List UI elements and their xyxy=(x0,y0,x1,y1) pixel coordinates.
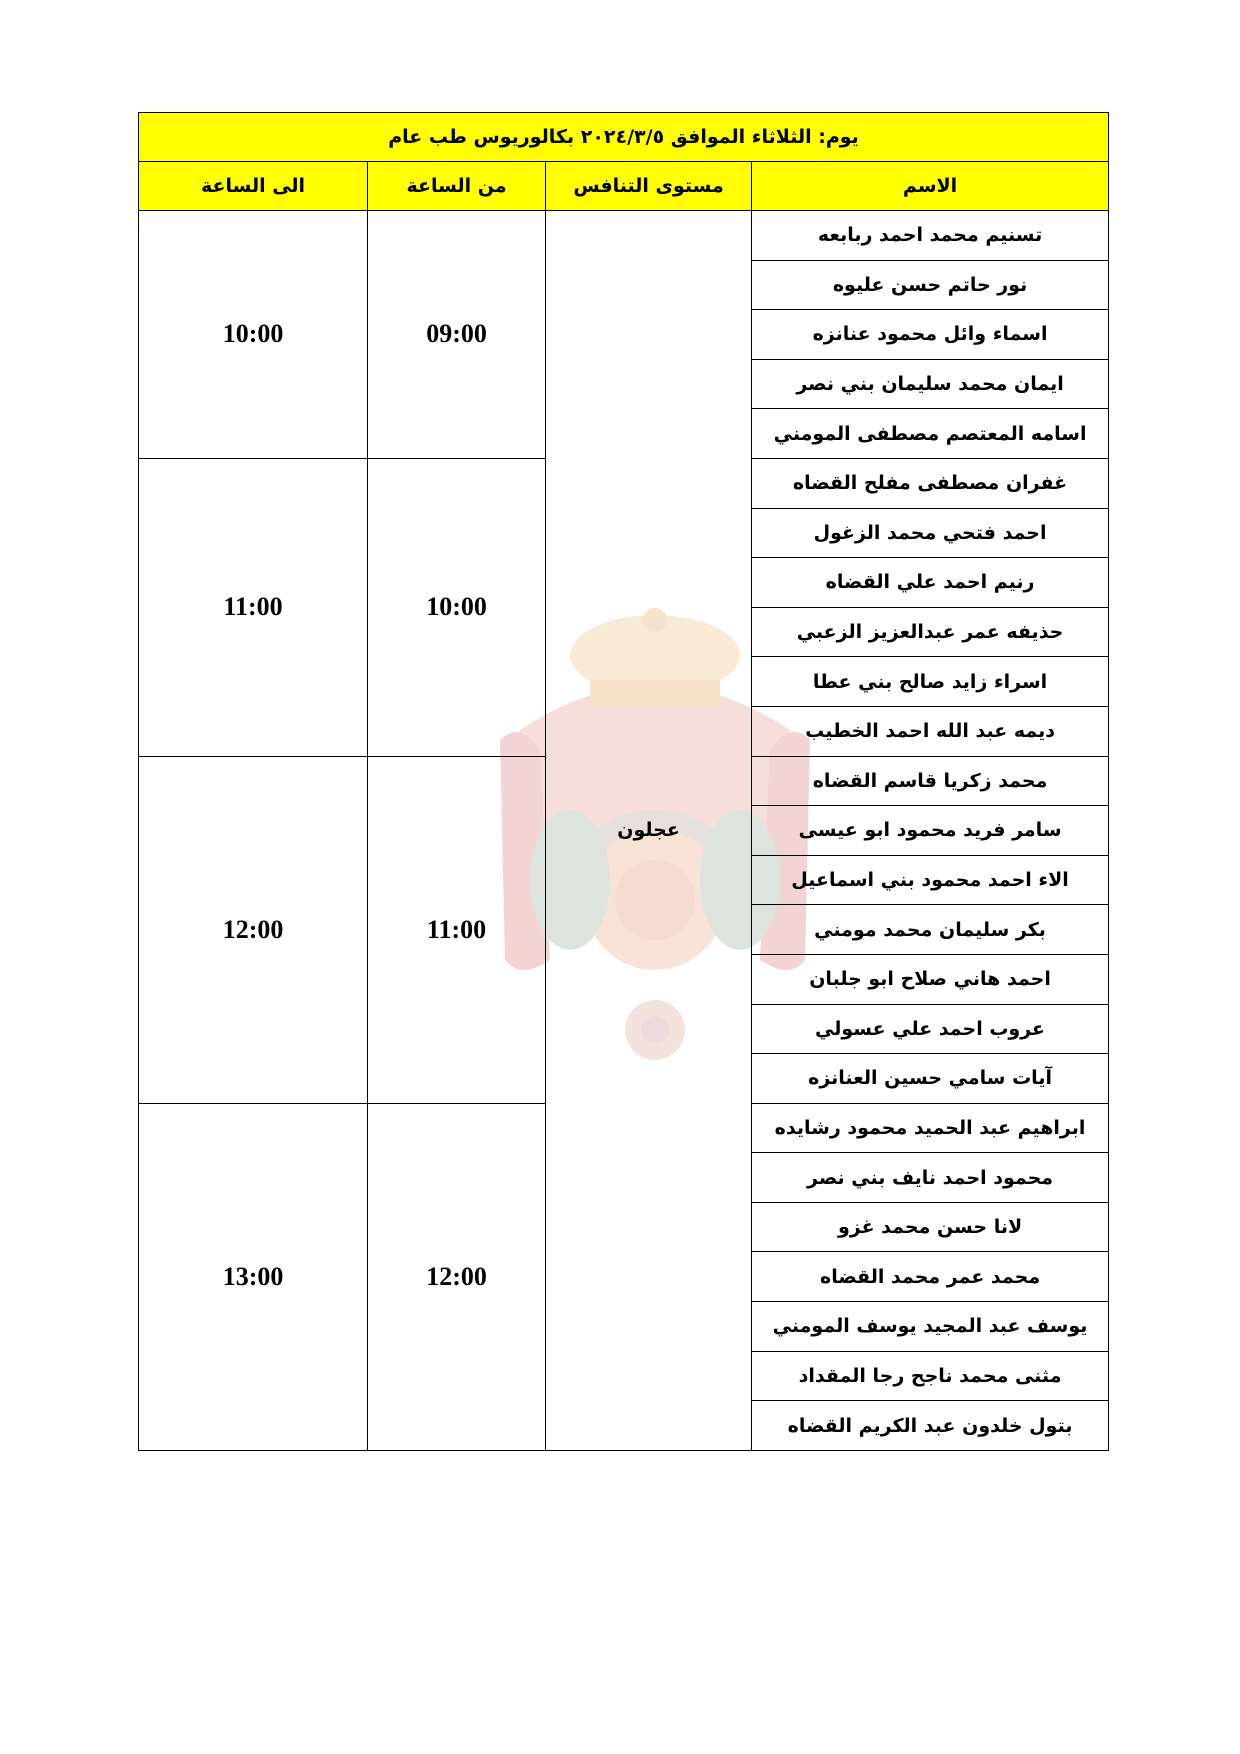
student-name: احمد هاني صلاح ابو جلبان xyxy=(752,954,1109,1004)
student-name: ديمه عبد الله احمد الخطيب xyxy=(752,706,1109,756)
student-name: الاء احمد محمود بني اسماعيل xyxy=(752,855,1109,905)
student-name: اسامه المعتصم مصطفى المومني xyxy=(752,409,1109,459)
student-name: محمد عمر محمد القضاه xyxy=(752,1252,1109,1302)
header-level: مستوى التنافس xyxy=(546,162,752,211)
student-name: آيات سامي حسين العنانزه xyxy=(752,1054,1109,1104)
slot-from: 11:00 xyxy=(368,756,546,1103)
region-cell: عجلون xyxy=(546,211,752,1451)
student-name: نور حاتم حسن عليوه xyxy=(752,260,1109,310)
header-from: من الساعة xyxy=(368,162,546,211)
slot-from: 10:00 xyxy=(368,458,546,756)
student-name: محمد زكريا قاسم القضاه xyxy=(752,756,1109,806)
student-name: حذيفه عمر عبدالعزيز الزعبي xyxy=(752,607,1109,657)
header-name: الاسم xyxy=(752,162,1109,211)
slot-to: 12:00 xyxy=(139,756,368,1103)
student-name: بتول خلدون عبد الكريم القضاه xyxy=(752,1401,1109,1451)
table-title: يوم: الثلاثاء الموافق ٢٠٢٤/٣/٥ بكالوريوس طب عام xyxy=(139,113,1109,162)
title-row xyxy=(139,113,1109,162)
student-name: بكر سليمان محمد مومني xyxy=(752,905,1109,955)
slot-to: 13:00 xyxy=(139,1103,368,1450)
student-name: ايمان محمد سليمان بني نصر xyxy=(752,359,1109,409)
student-name: مثنى محمد ناجح رجا المقداد xyxy=(752,1351,1109,1401)
slot-to: 10:00 xyxy=(139,211,368,459)
student-name: لانا حسن محمد غزو xyxy=(752,1202,1109,1252)
student-name: غفران مصطفى مفلح القضاه xyxy=(752,458,1109,508)
student-name: يوسف عبد المجيد يوسف المومني xyxy=(752,1302,1109,1352)
header-to: الى الساعة xyxy=(139,162,368,211)
student-name: رنيم احمد علي القضاه xyxy=(752,558,1109,608)
header-row xyxy=(139,162,1109,211)
table-row xyxy=(139,211,1109,261)
slot-from: 09:00 xyxy=(368,211,546,459)
schedule-table xyxy=(138,112,1109,1451)
student-name: سامر فريد محمود ابو عيسى xyxy=(752,806,1109,856)
slot-to: 11:00 xyxy=(139,458,368,756)
student-name: اسراء زايد صالح بني عطا xyxy=(752,657,1109,707)
student-name: ابراهيم عبد الحميد محمود رشايده xyxy=(752,1103,1109,1153)
student-name: محمود احمد نايف بني نصر xyxy=(752,1153,1109,1203)
student-name: اسماء وائل محمود عنانزه xyxy=(752,310,1109,360)
student-name: احمد فتحي محمد الزغول xyxy=(752,508,1109,558)
slot-from: 12:00 xyxy=(368,1103,546,1450)
student-name: تسنيم محمد احمد ربابعه xyxy=(752,211,1109,261)
student-name: عروب احمد علي عسولي xyxy=(752,1004,1109,1054)
